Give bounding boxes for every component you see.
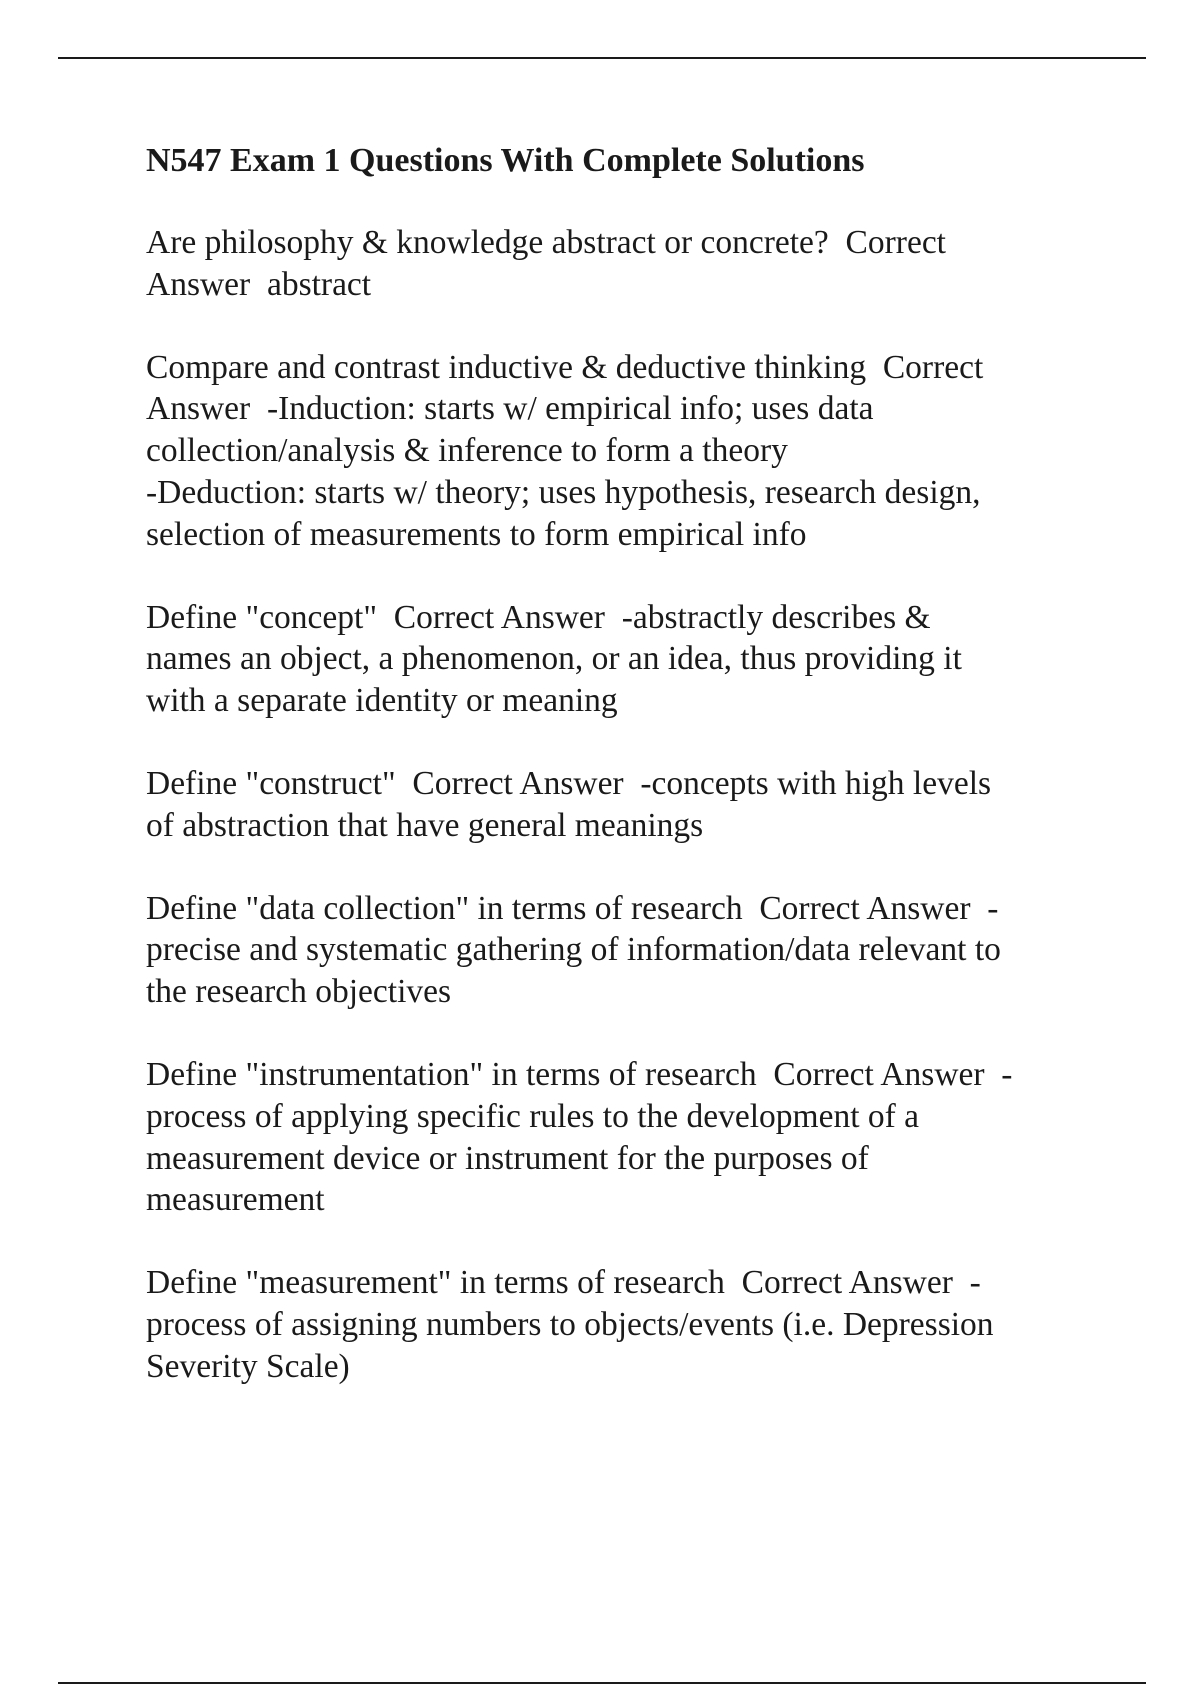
qa-line: selection of measurements to form empirical info xyxy=(146,515,807,553)
qa-line: names an object, a phenomenon, or an idea, thus providing it xyxy=(146,640,962,678)
qa-line: precise and systematic gathering of information/data relevant to xyxy=(146,931,1001,969)
qa-line: Define "instrumentation" in terms of research Correct Answer - xyxy=(146,1055,1013,1093)
qa-line: Answer -Induction: starts w/ empirical info; uses data xyxy=(146,390,874,428)
qa-entry-philosophy xyxy=(146,222,1106,306)
qa-entry-construct xyxy=(146,763,1106,847)
top-divider xyxy=(58,57,1146,59)
qa-line: of abstraction that have general meanings xyxy=(146,806,704,844)
document-body xyxy=(146,140,1106,1429)
qa-entry-instrumentation xyxy=(146,1054,1106,1221)
qa-line: collection/analysis & inference to form a theory xyxy=(146,432,788,470)
qa-entry-measurement xyxy=(146,1262,1106,1387)
qa-entry-inductive-deductive xyxy=(146,347,1106,556)
qa-line: Are philosophy & knowledge abstract or concrete? Correct xyxy=(146,224,946,261)
qa-line: Answer abstract xyxy=(146,265,372,303)
bottom-divider xyxy=(58,1682,1146,1684)
qa-line: Compare and contrast inductive & deductive thinking Correct xyxy=(146,348,984,386)
document-title: N547 Exam 1 Questions With Complete Solutions xyxy=(146,142,865,179)
qa-line: process of assigning numbers to objects/events (i.e. Depression xyxy=(146,1305,994,1343)
qa-line: -Deduction: starts w/ theory; uses hypothesis, research design, xyxy=(146,473,981,511)
qa-line: Define "measurement" in terms of research Correct Answer - xyxy=(146,1264,981,1302)
qa-entry-data-collection xyxy=(146,888,1106,1013)
qa-line: Define "data collection" in terms of research Correct Answer - xyxy=(146,889,999,927)
qa-line: process of applying specific rules to the development of a xyxy=(146,1097,920,1135)
qa-line: Define "concept" Correct Answer -abstractly describes & xyxy=(146,598,931,636)
qa-line: the research objectives xyxy=(146,973,452,1011)
qa-entry-concept xyxy=(146,597,1106,722)
qa-line: measurement device or instrument for the purposes of xyxy=(146,1139,869,1177)
qa-line: Define "construct" Correct Answer -concepts with high levels xyxy=(146,764,992,802)
qa-line: measurement xyxy=(146,1181,325,1219)
qa-line: Severity Scale) xyxy=(146,1347,350,1385)
qa-line: with a separate identity or meaning xyxy=(146,682,618,720)
